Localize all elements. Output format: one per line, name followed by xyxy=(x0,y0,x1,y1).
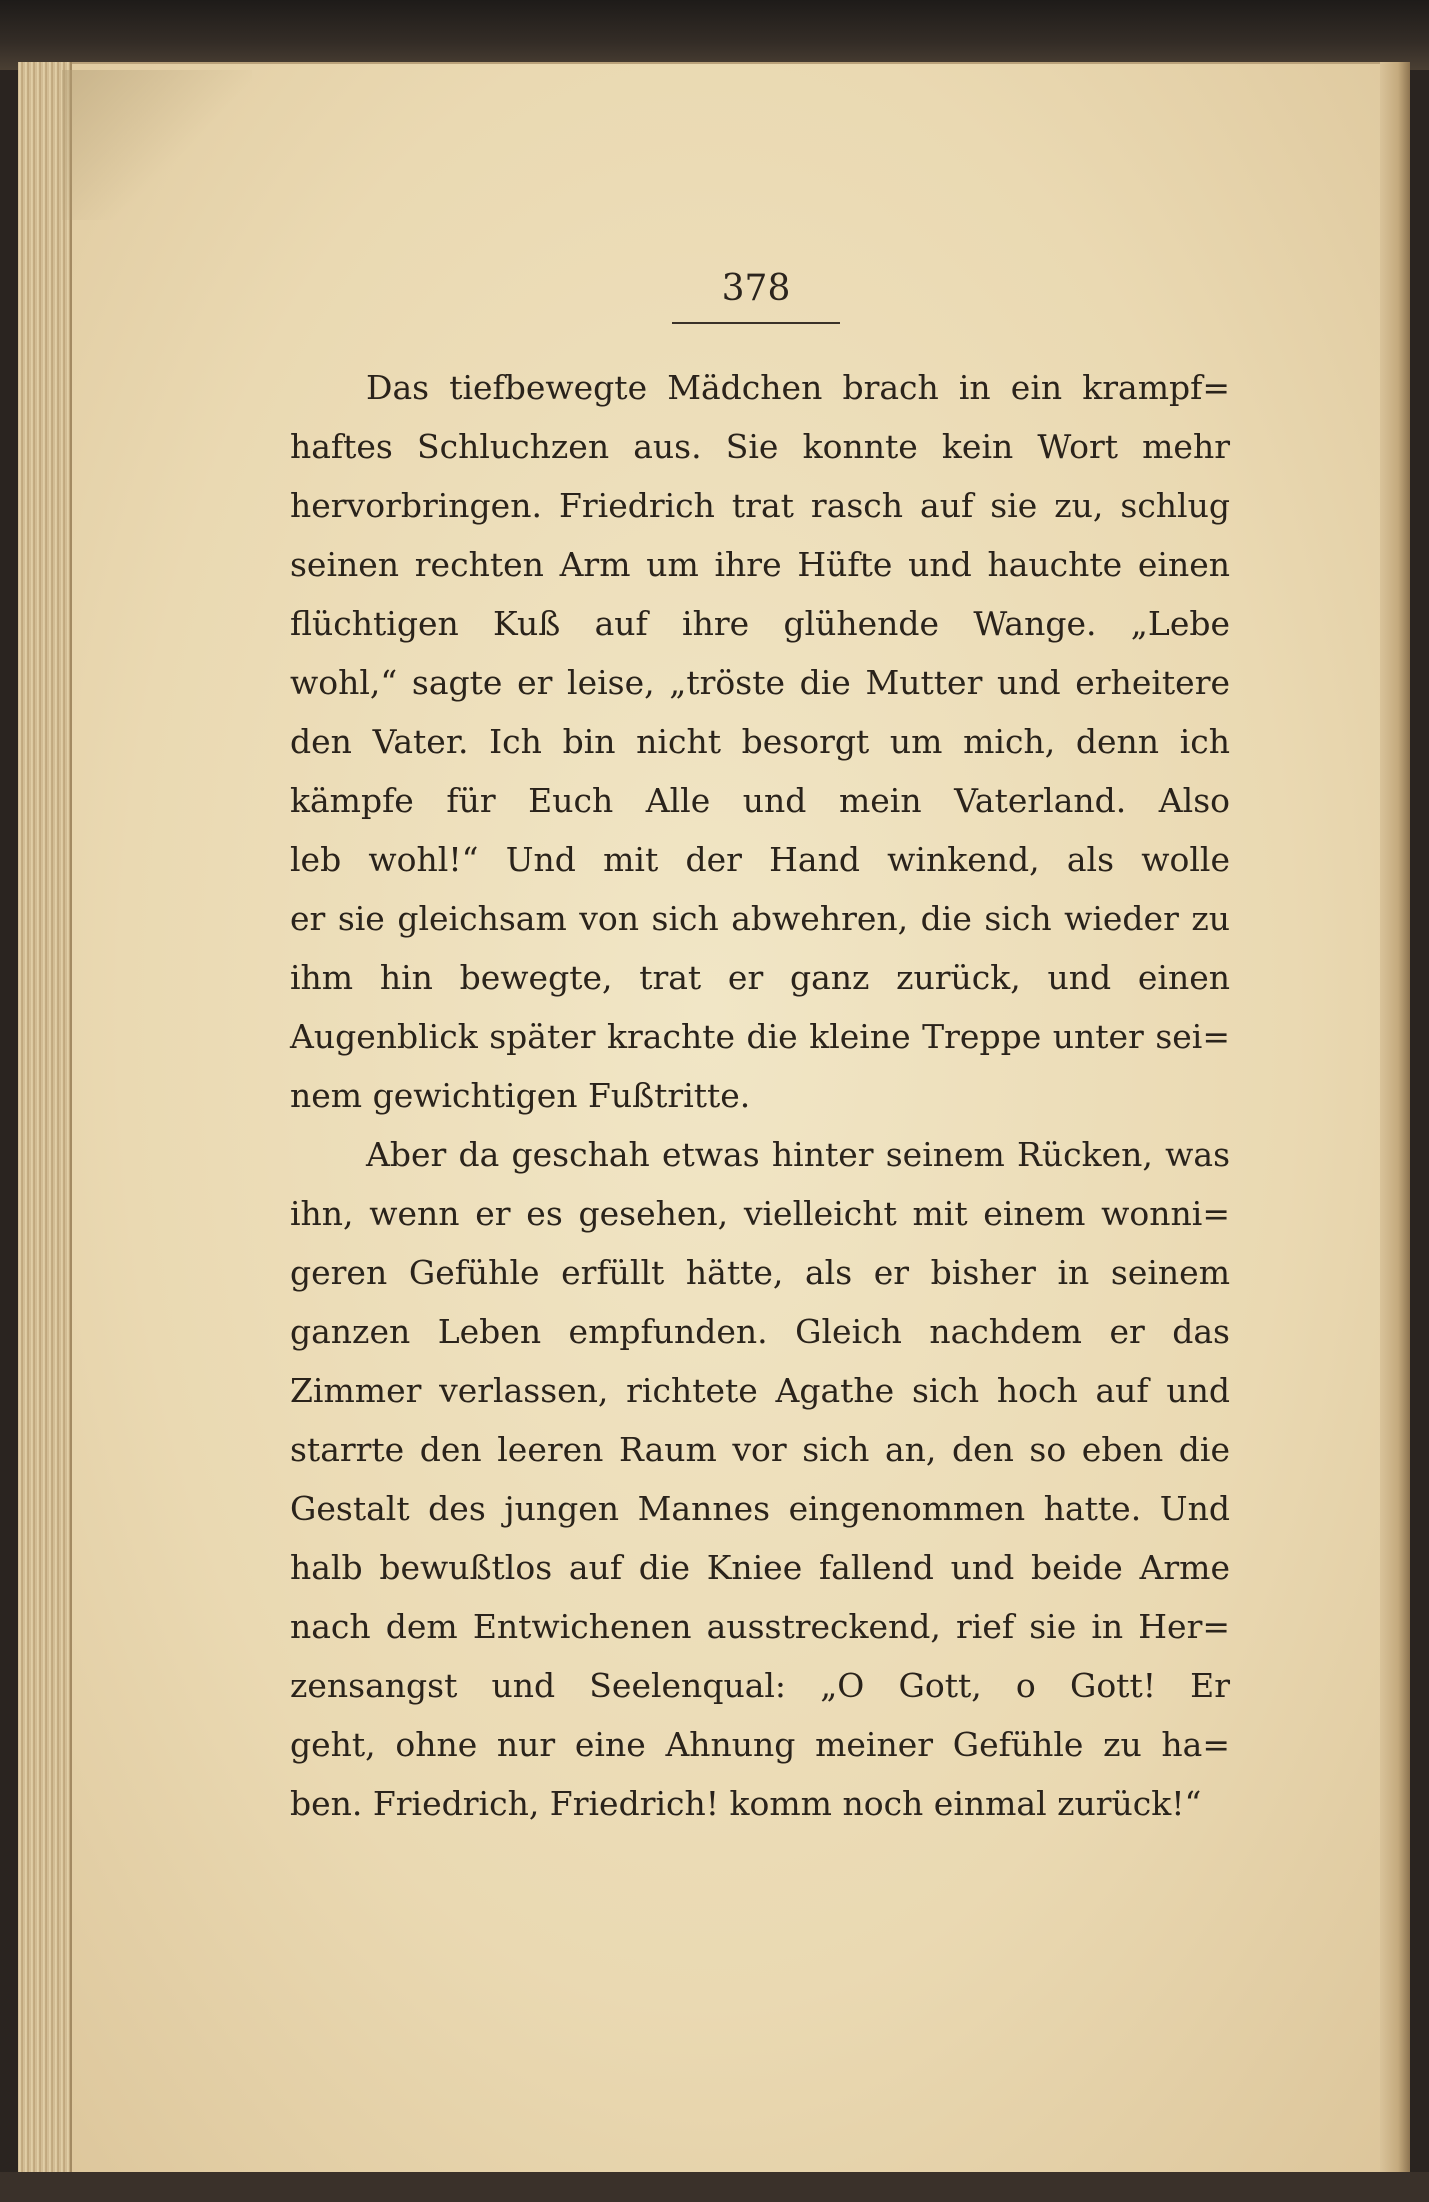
text-line: ihm hin bewegte, trat er ganz zurück, und einen xyxy=(290,958,1230,997)
body-text xyxy=(290,358,1230,1833)
text-line: haftes Schluchzen aus. Sie konnte kein Wort mehr xyxy=(290,427,1230,466)
text-line: Aber da geschah etwas hinter seinem Rücken, was xyxy=(366,1135,1230,1174)
text-line: kämpfe für Euch Alle und mein Vaterland. Also xyxy=(290,781,1230,820)
page-right-edge xyxy=(1380,62,1410,2180)
book-bottom-background xyxy=(0,2172,1429,2202)
text-line: er sie gleichsam von sich abwehren, die sich wieder zu xyxy=(290,899,1230,938)
text-line: den Vater. Ich bin nicht besorgt um mich, denn ich xyxy=(290,722,1230,761)
text-line: flüchtigen Kuß auf ihre glühende Wange. „Lebe xyxy=(290,604,1230,643)
text-line: seinen rechten Arm um ihre Hüfte und hauchte einen xyxy=(290,545,1230,584)
text-line: Augenblick später krachte die kleine Treppe unter sei= xyxy=(290,1017,1230,1056)
text-line: ihn, wenn er es gesehen, vielleicht mit einem wonni= xyxy=(290,1194,1230,1233)
text-line: zensangst und Seelenqual: „O Gott, o Gott! Er xyxy=(290,1666,1230,1705)
text-line: halb bewußtlos auf die Kniee fallend und beide Arme xyxy=(290,1548,1230,1587)
text-line: ben. Friedrich, Friedrich! komm noch einmal zurück!“ xyxy=(290,1784,1202,1823)
text-line: Das tiefbewegte Mädchen brach in ein krampf= xyxy=(366,368,1230,407)
book-spine-background xyxy=(0,0,1429,70)
page-corner-fold xyxy=(62,70,252,220)
text-line: geren Gefühle erfüllt hätte, als er bisher in seinem xyxy=(290,1253,1230,1292)
text-line: leb wohl!“ Und mit der Hand winkend, als wolle xyxy=(290,840,1230,879)
page-stack-edge xyxy=(18,62,72,2180)
text-line: geht, ohne nur eine Ahnung meiner Gefühle zu ha= xyxy=(290,1725,1230,1764)
text-line: Zimmer verlassen, richtete Agathe sich hoch auf und xyxy=(290,1371,1230,1410)
text-line: ganzen Leben empfunden. Gleich nachdem er das xyxy=(290,1312,1230,1351)
text-line: nach dem Entwichenen ausstreckend, rief sie in Her= xyxy=(290,1607,1230,1646)
text-line: nem gewichtigen Fußtritte. xyxy=(290,1076,751,1115)
page-number: 378 xyxy=(721,268,791,309)
page-number-rule xyxy=(672,322,840,324)
text-line: wohl,“ sagte er leise, „tröste die Mutter und erheitere xyxy=(290,663,1230,702)
text-line: starrte den leeren Raum vor sich an, den so eben die xyxy=(290,1430,1230,1469)
text-line: Gestalt des jungen Mannes eingenommen hatte. Und xyxy=(290,1489,1230,1528)
text-line: hervorbringen. Friedrich trat rasch auf sie zu, schlug xyxy=(290,486,1230,525)
